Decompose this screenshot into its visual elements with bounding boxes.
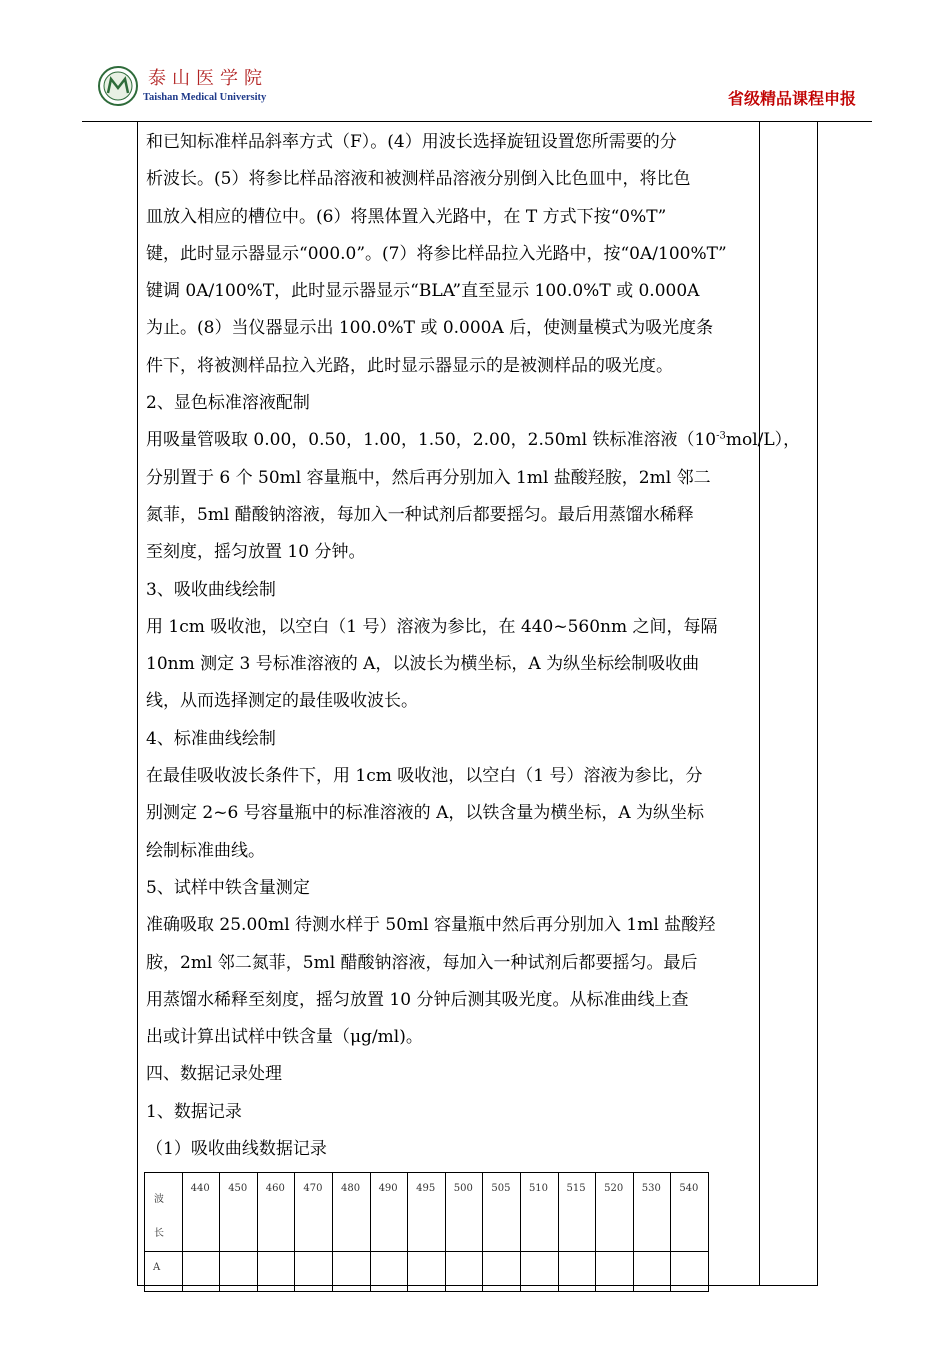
absorbance-cell[interactable] xyxy=(408,1252,446,1292)
body-line: 别测定 2~6 号容量瓶中的标准溶液的 A，以铁含量为横坐标，A 为纵坐标 xyxy=(146,803,705,824)
table-row xyxy=(145,1252,709,1292)
table-row xyxy=(145,1173,709,1252)
absorbance-cell[interactable] xyxy=(483,1252,521,1292)
header-title: 省级精品课程申报 xyxy=(727,89,856,108)
body-line: 皿放入相应的槽位中。(6）将黑体置入光路中，在 T 方式下按“0%T” xyxy=(146,206,667,227)
section-heading: 2、显色标准溶液配制 xyxy=(146,393,310,414)
body-text: 用吸量管吸取 0.00，0.50，1.00，1.50，2.00，2.50ml 铁标准溶液（10 xyxy=(146,430,717,451)
wavelength-cell: 500 xyxy=(445,1173,483,1252)
body-line: 线，从而选择测定的最佳吸收波长。 xyxy=(146,691,418,712)
school-name-cn: 泰山医学院 xyxy=(148,68,268,89)
header-char: 波 xyxy=(154,1194,164,1205)
absorbance-cell[interactable] xyxy=(558,1252,596,1292)
absorbance-cell[interactable] xyxy=(596,1252,634,1292)
body-line: 用 1cm 吸收池，以空白（1 号）溶液为参比，在 440~560nm 之间，每隔 xyxy=(146,616,718,637)
body-line: 出或计算出试样中铁含量（μg/ml)。 xyxy=(146,1027,423,1048)
wavelength-cell: 515 xyxy=(558,1173,596,1252)
body-line: 和已知标准样品斜率方式（F）。(4）用波长选择旋钮设置您所需要的分 xyxy=(146,132,677,152)
wavelength-cell: 480 xyxy=(332,1173,370,1252)
table-header-cell: A xyxy=(145,1252,183,1292)
frame-border-left xyxy=(137,122,138,1286)
wavelength-cell: 530 xyxy=(633,1173,671,1252)
body-line: 为止。(8）当仪器显示出 100.0%T 或 0.000A 后，使测量模式为吸光度条 xyxy=(146,318,714,339)
absorbance-cell[interactable] xyxy=(520,1252,558,1292)
school-name-en: Taishan Medical University xyxy=(143,92,267,103)
section-heading: 4、标准曲线绘制 xyxy=(146,728,276,749)
absorbance-cell[interactable] xyxy=(295,1252,333,1292)
body-line: 在最佳吸收波长条件下，用 1cm 吸收池，以空白（1 号）溶液为参比，分 xyxy=(146,766,703,787)
body-line: 氮菲，5ml 醋酸钠溶液，每加入一种试剂后都要摇匀。最后用蒸馏水稀释 xyxy=(146,504,694,525)
body-line: 析波长。(5）将参比样品溶液和被测样品溶液分别倒入比色皿中，将比色 xyxy=(146,169,691,190)
absorbance-cell[interactable] xyxy=(370,1252,408,1292)
wavelength-cell: 450 xyxy=(220,1173,258,1252)
body-text: mol/L）， xyxy=(725,430,801,451)
table-header-cell xyxy=(145,1173,183,1252)
absorbance-cell[interactable] xyxy=(332,1252,370,1292)
wavelength-cell: 440 xyxy=(182,1173,220,1252)
body-line: 用蒸馏水稀释至刻度，摇匀放置 10 分钟后测其吸光度。从标准曲线上查 xyxy=(146,989,689,1010)
body-line: 10nm 测定 3 号标准溶液的 A，以波长为横坐标，A 为纵坐标绘制吸收曲 xyxy=(146,654,700,675)
body-line: 准确吸取 25.00ml 待测水样于 50ml 容量瓶中然后再分别加入 1ml 盐酸羟 xyxy=(146,915,716,936)
university-seal-icon xyxy=(98,66,138,106)
superscript: -3 xyxy=(716,430,726,442)
body-line xyxy=(146,422,801,459)
body-line: 胺，2ml 邻二氮菲，5ml 醋酸钠溶液，每加入一种试剂后都要摇匀。最后 xyxy=(146,952,698,973)
wavelength-cell: 460 xyxy=(257,1173,295,1252)
section-heading: 四、数据记录处理 xyxy=(146,1064,282,1085)
header-divider xyxy=(82,121,872,122)
body-line: 至刻度，摇匀放置 10 分钟。 xyxy=(146,542,366,563)
body-line: 绘制标准曲线。 xyxy=(146,840,265,861)
wavelength-cell: 495 xyxy=(408,1173,446,1252)
body-line: 件下，将被测样品拉入光路，此时显示器显示的是被测样品的吸光度。 xyxy=(146,355,673,376)
section-heading: 1、数据记录 xyxy=(146,1101,242,1122)
page-header xyxy=(0,0,952,122)
absorbance-cell[interactable] xyxy=(671,1252,709,1292)
section-heading: （1）吸收曲线数据记录 xyxy=(146,1139,327,1160)
wavelength-cell: 540 xyxy=(671,1173,709,1252)
section-heading: 5、试样中铁含量测定 xyxy=(146,877,310,898)
wavelength-cell: 510 xyxy=(520,1173,558,1252)
section-heading: 3、吸收曲线绘制 xyxy=(146,579,276,600)
wavelength-cell: 490 xyxy=(370,1173,408,1252)
absorption-data-table xyxy=(144,1172,709,1292)
body-line: 键，此时显示器显示“000.0”。(7）将参比样品拉入光路中，按“0A/100%T” xyxy=(146,243,727,264)
absorbance-cell[interactable] xyxy=(633,1252,671,1292)
wavelength-cell: 470 xyxy=(295,1173,333,1252)
body-line: 键调 0A/100%T，此时显示器显示“BLA”直至显示 100.0%T 或 0.000A xyxy=(146,281,700,302)
absorbance-cell[interactable] xyxy=(182,1252,220,1292)
absorbance-cell[interactable] xyxy=(220,1252,258,1292)
frame-border-mid xyxy=(759,122,760,1286)
body-line: 分别置于 6 个 50ml 容量瓶中，然后再分别加入 1ml 盐酸羟胺，2ml 邻二 xyxy=(146,467,711,488)
absorbance-cell[interactable] xyxy=(257,1252,295,1292)
absorbance-cell[interactable] xyxy=(445,1252,483,1292)
wavelength-cell: 505 xyxy=(483,1173,521,1252)
document-body xyxy=(146,124,801,1168)
header-char: 长 xyxy=(154,1228,164,1239)
frame-border-right xyxy=(817,122,818,1286)
wavelength-cell: 520 xyxy=(596,1173,634,1252)
